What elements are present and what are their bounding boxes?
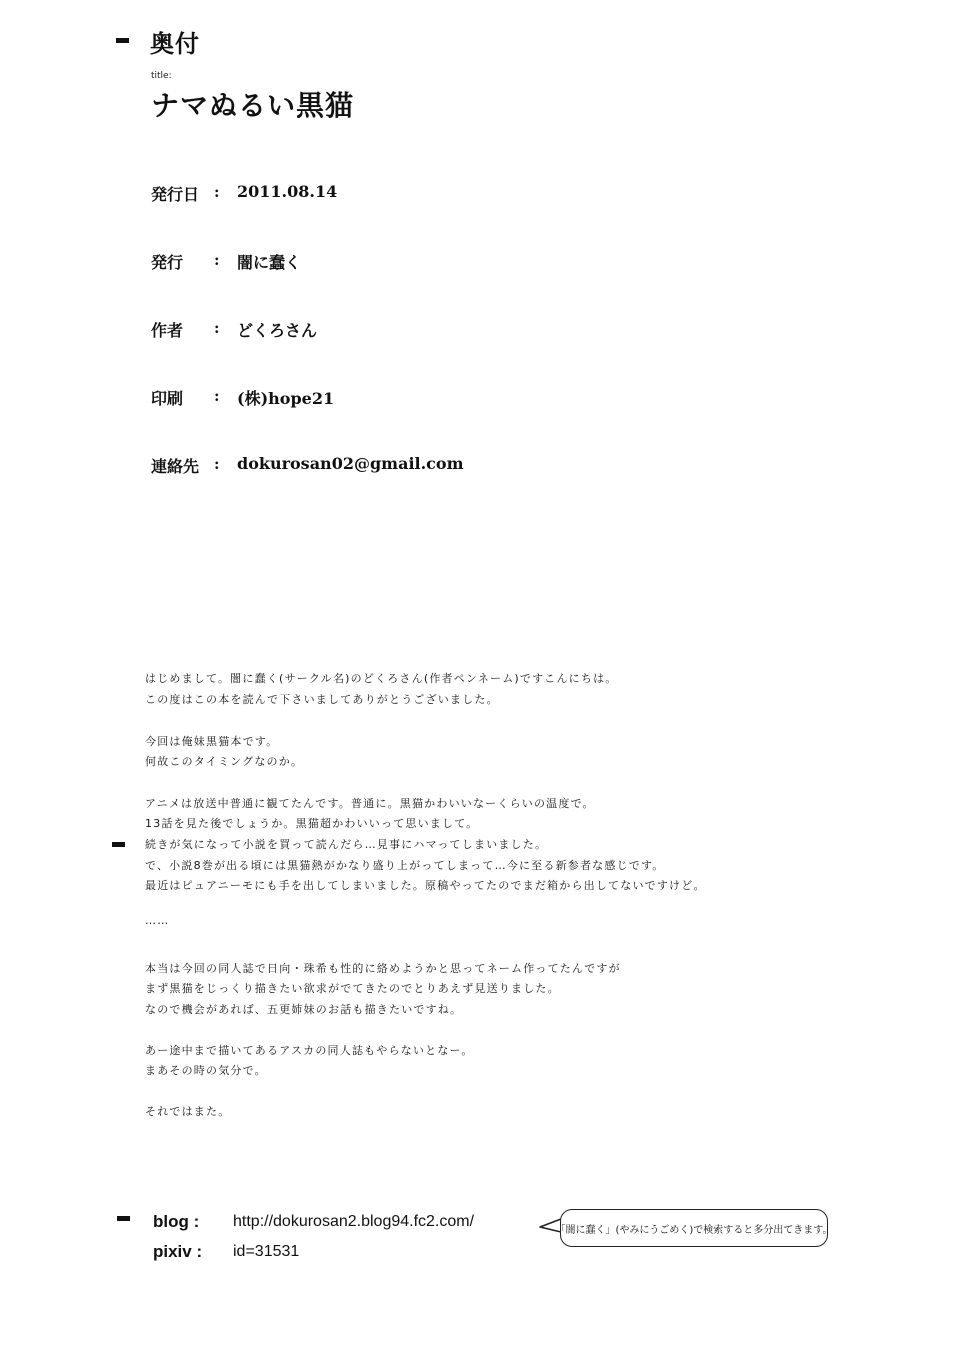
message-line: この度はこの本を読んで下さいましてありがとうございました。 xyxy=(145,693,499,706)
message-line: …… xyxy=(145,914,170,927)
colophon-colon: : xyxy=(214,251,220,269)
colophon-label: 印刷 xyxy=(151,389,184,408)
margin-tick-bottom xyxy=(117,1216,130,1221)
message-line: で、小説8巻が出る頃には黒猫熱がかなり盛り上がってしまって…今に至る新参者な感じです。 xyxy=(145,859,665,872)
message-line: なので機会があれば、五更姉妹のお話も描きたいですね。 xyxy=(145,1003,463,1016)
author: どくろさん xyxy=(237,321,318,340)
publish-date: 2011.08.14 xyxy=(237,182,338,201)
publisher: 闇に蠢く xyxy=(237,253,302,272)
printer: (株)hope21 xyxy=(237,389,335,408)
message-line: アニメは放送中普通に観てたんです。普通に。黒猫かわいいなーくらいの温度で。 xyxy=(145,797,595,810)
message-line: まず黒猫をじっくり描きたい欲求がでてきたのでとりあえず見送りました。 xyxy=(145,982,560,995)
colophon-colon: : xyxy=(214,387,220,405)
message-line: あー途中まで描いてあるアスカの同人誌もやらないとなー。 xyxy=(145,1044,474,1057)
message-line: 最近はピュアニーモにも手を出してしまいました。原稿やってたのでまだ箱から出してないですけど。 xyxy=(145,879,706,892)
message-line: 続きが気になって小説を買って読んだら…見事にハマってしまいました。 xyxy=(145,838,548,851)
colophon-label: 発行日 xyxy=(151,185,200,204)
message-line: はじめまして。闇に蠢く(サークル名)のどくろさん(作者ペンネーム)ですこんにちは。 xyxy=(145,672,618,685)
colophon-label: 発行 xyxy=(151,253,184,272)
colophon-colon: : xyxy=(214,319,220,337)
section-title: 奥付 xyxy=(150,30,200,58)
colophon-colon: : xyxy=(214,455,220,473)
margin-tick-middle xyxy=(112,842,125,847)
search-hint-text: 「闇に蠢く」(やみにうごめく)で検索すると多分出てきます。 xyxy=(555,1224,833,1236)
colophon-colon: : xyxy=(214,183,220,201)
search-hint-bubble xyxy=(555,1209,833,1247)
message-line: 本当は今回の同人誌で日向・珠希も性的に絡めようかと思ってネーム作ってたんですが xyxy=(145,962,621,975)
title-tag: title: xyxy=(151,71,172,81)
message-line: 今回は俺妹黒猫本です。 xyxy=(145,735,279,748)
pixiv-label: pixiv : xyxy=(153,1242,203,1261)
message-line: まあその時の気分で。 xyxy=(145,1064,267,1077)
blog-label: blog : xyxy=(153,1212,200,1231)
colophon-label: 連絡先 xyxy=(151,457,200,476)
message-line: それではまた。 xyxy=(145,1105,231,1118)
pixiv-id: id=31531 xyxy=(233,1243,300,1260)
blog-url-link[interactable]: http://dokurosan2.blog94.fc2.com/ xyxy=(233,1213,475,1230)
message-line: 13話を見た後でしょうか。黒猫超かわいいって思いまして。 xyxy=(145,817,479,830)
message-line: 何故このタイミングなのか。 xyxy=(145,755,304,768)
colophon-label: 作者 xyxy=(151,321,184,340)
book-title: ナマぬるい黒猫 xyxy=(151,89,355,122)
margin-tick-top xyxy=(116,38,129,43)
contact-email[interactable]: dokurosan02@gmail.com xyxy=(237,454,464,473)
